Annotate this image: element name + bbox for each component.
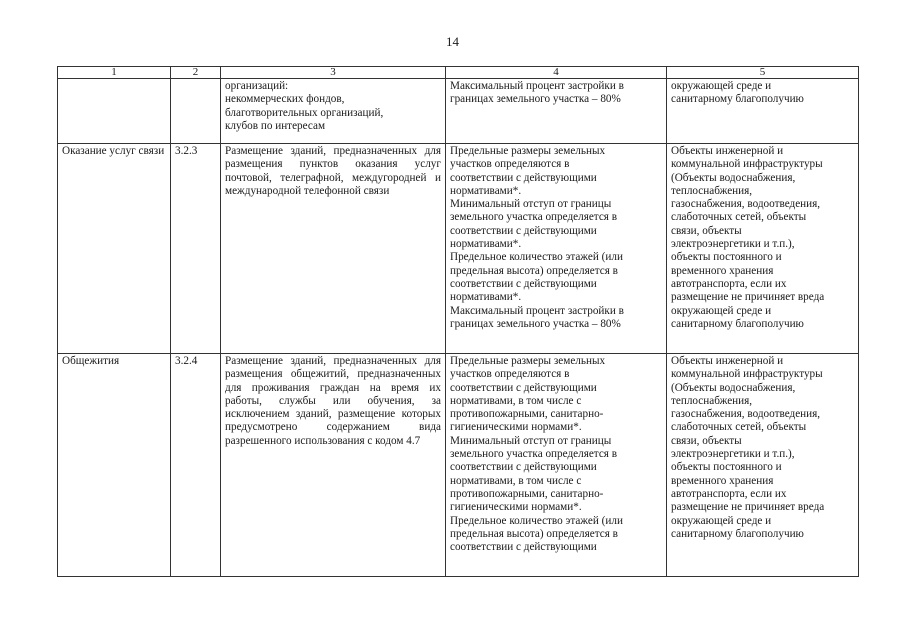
header-cell: 4 <box>446 67 667 79</box>
parameters-cell: Предельные размеры земельных участков определяются в соответствии с действующими нормативами, в том числе с противопожарными, санитарно- гигиеническими нормами*. Минимальный отступ от границы земельного участка определяется в соответствии с действующими нормативами, в том числе с противопожарными, санитарно- гигиеническими нормами*. Предельное количество этажей (или предельная высота) определяется в соответствии с действующими <box>446 354 667 577</box>
table-row <box>58 354 859 577</box>
header-cell: 3 <box>221 67 446 79</box>
header-cell: 2 <box>171 67 221 79</box>
use-description-cell: организаций: некоммерческих фондов, благотворительных организаций, клубов по интересам <box>221 79 446 144</box>
use-name-cell <box>58 79 171 144</box>
auxiliary-uses-cell: окружающей среде и санитарному благополучию <box>667 79 859 144</box>
header-cell: 1 <box>58 67 171 79</box>
use-description-cell: Размещение зданий, предназначенных для размещения общежитий, предназначенных для проживания граждан на время их работы, службы или обучения, за исключением зданий, размещение которых предусмотрено содержанием вида разрешенного использования с кодом 4.7 <box>221 354 446 577</box>
page-number: 14 <box>446 34 459 49</box>
header-cell: 5 <box>667 67 859 79</box>
use-code-cell <box>171 79 221 144</box>
use-name-cell: Оказание услуг связи <box>58 144 171 354</box>
table-row <box>58 79 859 144</box>
auxiliary-uses-cell: Объекты инженерной и коммунальной инфраструктуры (Объекты водоснабжения, теплоснабжения, газоснабжения, водоотведения, слаботочных сетей, объекты связи, объекты электроэнергетики и т.п.), объекты постоянного и временного хранения автотранспорта, если их размещение не причиняет вреда окружающей среде и санитарному благополучию <box>667 144 859 354</box>
use-code-cell: 3.2.4 <box>171 354 221 577</box>
table-row <box>58 144 859 354</box>
use-description-cell: Размещение зданий, предназначенных для размещения пунктов оказания услуг почтовой, телеграфной, междугородней и международной телефонной связи <box>221 144 446 354</box>
use-code-cell: 3.2.3 <box>171 144 221 354</box>
parameters-cell: Предельные размеры земельных участков определяются в соответствии с действующими нормативами*. Минимальный отступ от границы земельного участка определяется в соответствии с действующими нормативами*. Предельное количество этажей (или предельная высота) определяется в соответствии с действующими нормативами*. Максимальный процент застройки в границах земельного участка – 80% <box>446 144 667 354</box>
auxiliary-uses-cell: Объекты инженерной и коммунальной инфраструктуры (Объекты водоснабжения, теплоснабжения, газоснабжения, водоотведения, слаботочных сетей, объекты связи, объекты электроэнергетики и т.п.), объекты постоянного и временного хранения автотранспорта, если их размещение не причиняет вреда окружающей среде и санитарному благополучию <box>667 354 859 577</box>
parameters-cell: Максимальный процент застройки в границах земельного участка – 80% <box>446 79 667 144</box>
land-use-table <box>57 66 859 577</box>
table-header-row <box>58 67 859 79</box>
use-name-cell: Общежития <box>58 354 171 577</box>
